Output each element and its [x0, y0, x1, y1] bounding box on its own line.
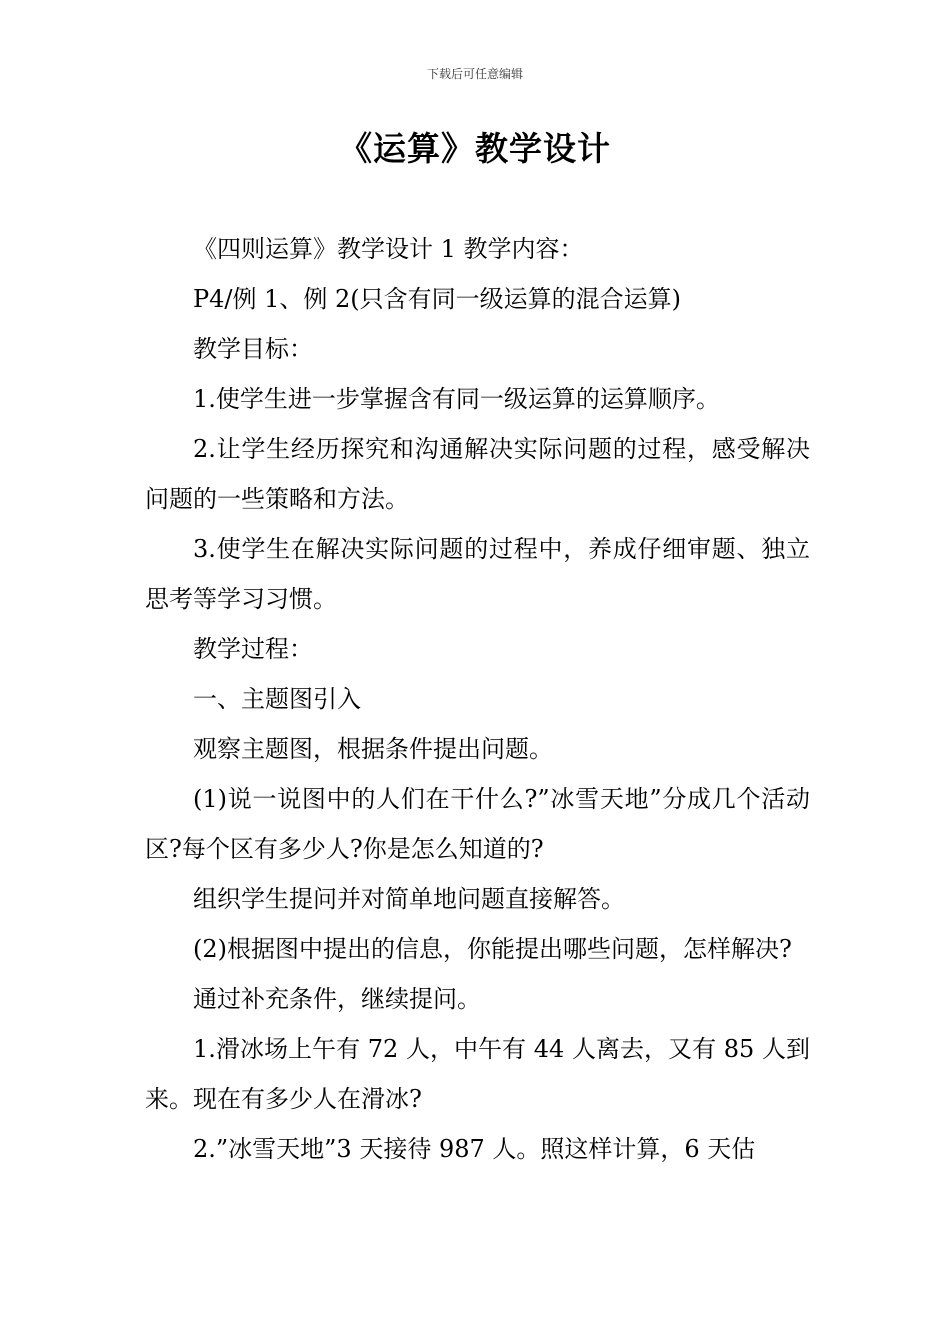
paragraph-7: 教学过程：: [193, 635, 313, 663]
paragraph-15: 2.”冰雪天地”3 天接待 987 人。照这样计算，6 天估: [193, 1135, 756, 1163]
paragraph-3: 教学目标：: [193, 335, 313, 363]
paragraph-11: 组织学生提问并对简单地问题直接解答。: [193, 885, 625, 913]
paragraph-10: (1)说一说图中的人们在干什么?”冰雪天地”分成几个活动区?每个区有多少人?你是怎么知道的?: [145, 785, 810, 863]
paragraph-6: 3.使学生在解决实际问题的过程中，养成仔细审题、独立思考等学习习惯。: [145, 535, 810, 613]
paragraph-14: 1.滑冰场上午有 72 人，中午有 44 人离去，又有 85 人到来。现在有多少人在滑冰?: [145, 1035, 810, 1113]
header-note: 下载后可任意编辑: [426, 67, 523, 81]
paragraph-9: 观察主题图，根据条件提出问题。: [193, 735, 553, 763]
paragraph-12: (2)根据图中提出的信息，你能提出哪些问题，怎样解决?: [193, 935, 792, 963]
paragraph-1: 《四则运算》教学设计 1 教学内容：: [193, 235, 584, 263]
document-body: [145, 224, 810, 1174]
paragraph-2: P4/例 1、例 2(只含有同一级运算的混合运算): [193, 285, 682, 313]
paragraph-4: 1.使学生进一步掌握含有同一级运算的运算顺序。: [193, 385, 720, 413]
paragraph-5: 2.让学生经历探究和沟通解决实际问题的过程，感受解决问题的一些策略和方法。: [145, 435, 810, 513]
paragraph-13: 通过补充条件，继续提问。: [193, 985, 481, 1013]
paragraph-8: 一、主题图引入: [193, 685, 361, 713]
document-title: 《运算》教学设计: [339, 129, 611, 168]
